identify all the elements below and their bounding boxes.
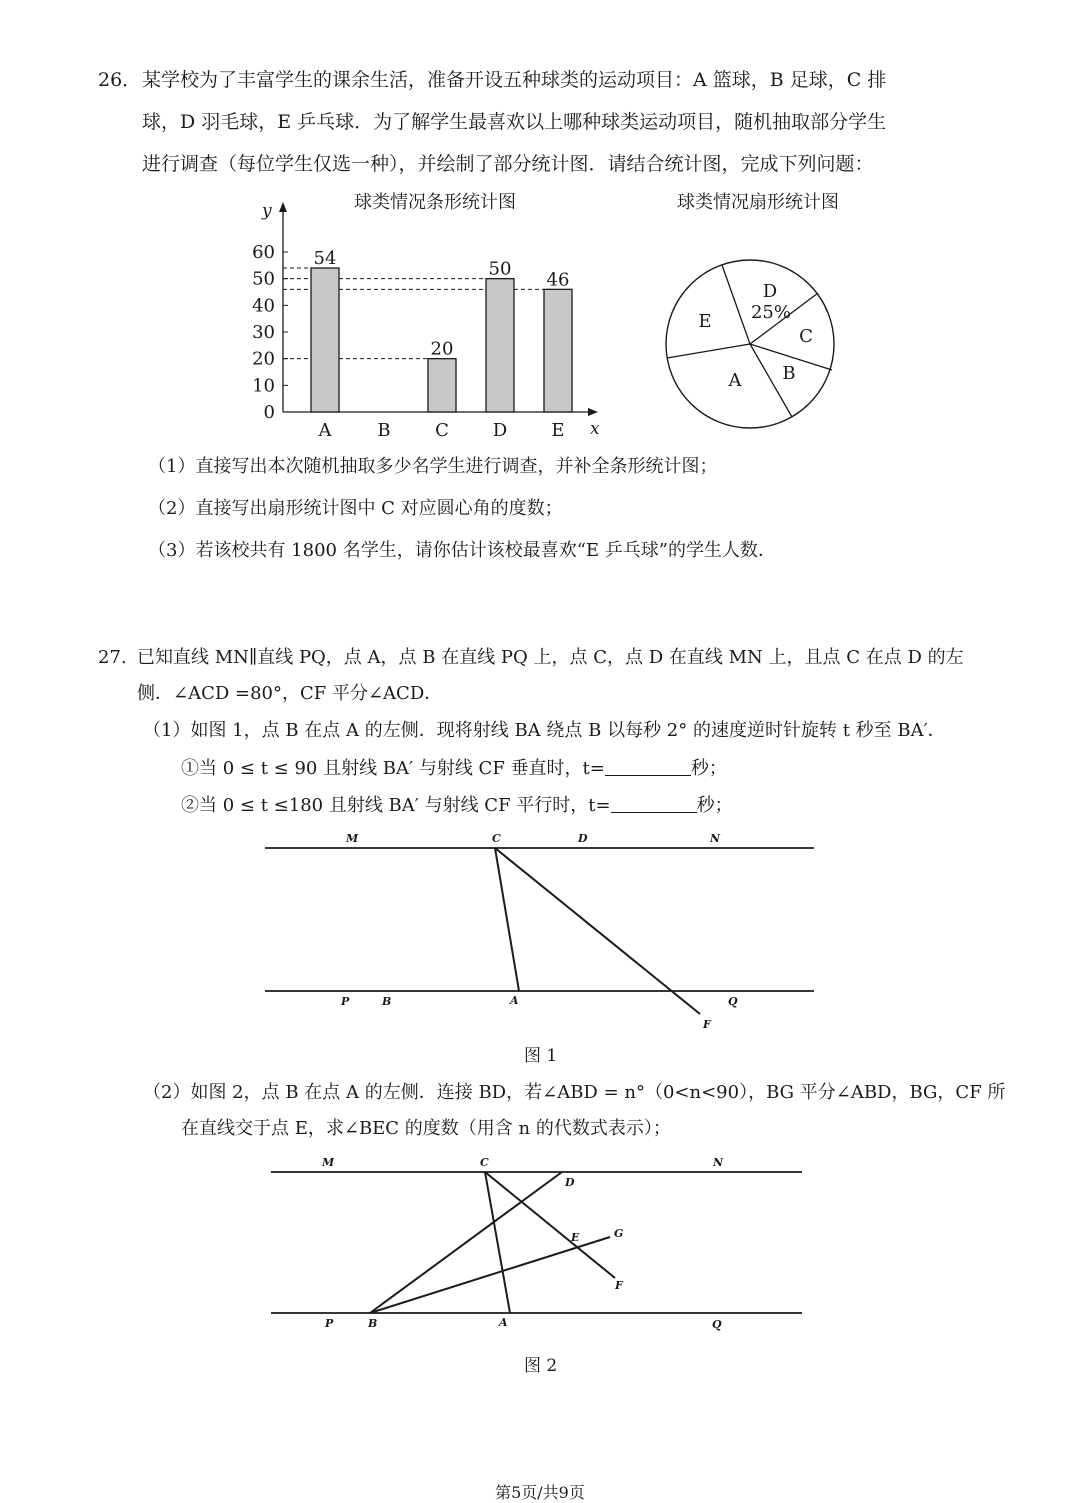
- bar-chart-title: 球类情况条形统计图: [354, 192, 516, 213]
- y-tick-label: 0: [263, 402, 275, 423]
- bar-e: [544, 289, 572, 412]
- y-tick-label: 20: [252, 348, 275, 370]
- data-label: 46: [546, 269, 570, 291]
- y-tick-label: 10: [252, 375, 275, 397]
- y-tick-label: 30: [252, 322, 275, 343]
- q27-text-line2: 侧．∠ACD =80°，CF 平分∠ACD．: [137, 683, 443, 704]
- answer-blank-2[interactable]: [611, 794, 697, 813]
- fig2-label-c: C: [480, 1156, 489, 1169]
- fig1-label-c: C: [492, 832, 501, 845]
- pie-slice-label-e: E: [698, 311, 712, 332]
- segment-ca: [495, 848, 519, 991]
- q26-sub1: （1）直接写出本次随机抽取多少名学生进行调查，并补全条形统计图；: [148, 456, 718, 477]
- x-axis-label: x: [590, 419, 600, 439]
- pie-slice-label-c: C: [799, 326, 813, 347]
- fig2-label-m: M: [322, 1156, 335, 1169]
- fig2-label-n: N: [713, 1156, 724, 1169]
- pie-divider-de: [722, 265, 750, 344]
- figure-2-caption: 图 2: [524, 1356, 558, 1376]
- q27-part1a: [181, 756, 727, 782]
- q27-part2-line2: 在直线交于点 E，求∠BEC 的度数（用含 n 的代数式表示）；: [181, 1118, 671, 1139]
- q27-part1a-text: ①当 0 ≤ t ≤ 90 且射线 BA′ 与射线 CF 垂直时，t=: [181, 758, 605, 779]
- q26-sub2: （2）直接写出扇形统计图中 C 对应圆心角的度数；: [148, 498, 563, 519]
- pie-slice-label-a: A: [728, 370, 742, 391]
- bar-chart: [240, 188, 640, 441]
- page-footer: 第5页/共9页: [495, 1483, 585, 1502]
- q26-text-line2: 球，D 羽毛球，E 乒乓球．为了解学生最喜欢以上哪种球类运动项目，随机抽取部分学生: [142, 111, 887, 133]
- fig1-label-n: N: [710, 832, 721, 845]
- x-tick-label: D: [492, 420, 508, 441]
- ray-cf: [485, 1172, 615, 1278]
- pie-slice-percent-d: 25%: [750, 302, 792, 323]
- bar-c: [428, 359, 456, 412]
- fig1-label-b: B: [382, 995, 392, 1008]
- figure-1-caption: 图 1: [524, 1046, 558, 1066]
- fig2-label-p: P: [325, 1317, 334, 1330]
- x-tick-label: A: [318, 420, 332, 441]
- answer-blank-1[interactable]: [605, 757, 691, 776]
- bar-d: [486, 279, 514, 412]
- q27-text-line1: 已知直线 MN∥直线 PQ，点 A，点 B 在直线 PQ 上，点 C，点 D 在直线 MN 上，且点 C 在点 D 的左: [137, 647, 964, 668]
- pie-slice-label-d: D: [762, 281, 778, 302]
- q27-part1a-unit: 秒；: [690, 758, 727, 779]
- q27-number: 27.: [98, 647, 127, 668]
- fig2-label-e: E: [571, 1231, 580, 1244]
- fig2-label-q: Q: [712, 1318, 722, 1331]
- data-label: 50: [488, 258, 512, 280]
- fig1-label-f: F: [703, 1018, 711, 1031]
- fig2-label-d: D: [565, 1176, 575, 1189]
- pie-chart-title: 球类情况扇形统计图: [677, 192, 839, 213]
- q27-part1: （1）如图 1，点 B 在点 A 的左侧．现将射线 BA 绕点 B 以每秒 2° 的速度逆时针旋转 t 秒至 BA′．: [143, 720, 946, 741]
- data-label: 20: [430, 338, 454, 360]
- fig1-label-d: D: [578, 832, 588, 845]
- fig1-label-m: M: [346, 832, 359, 845]
- fig1-label-p: P: [341, 995, 350, 1008]
- fig1-label-q: Q: [728, 995, 738, 1008]
- figure-2: [262, 1152, 822, 1352]
- fig2-label-b: B: [368, 1317, 378, 1330]
- y-tick-label: 50: [252, 268, 275, 290]
- y-tick-label: 40: [252, 295, 275, 317]
- y-axis-arrow: [279, 202, 287, 212]
- data-label: 54: [313, 248, 337, 269]
- pie-chart: [650, 188, 870, 418]
- q27-part1b-unit: 秒；: [696, 795, 733, 816]
- y-axis-label: y: [262, 201, 272, 221]
- q27-part1b-text: ②当 0 ≤ t ≤180 且射线 BA′ 与射线 CF 平行时，t=: [181, 795, 611, 816]
- fig2-label-f: F: [615, 1279, 623, 1292]
- q27-part2-line1: （2）如图 2，点 B 在点 A 的左侧．连接 BD，若∠ABD = n°（0<n<90），BG 平分∠ABD，BG，CF 所: [143, 1082, 1006, 1103]
- pie-divider-ae: [667, 344, 750, 358]
- figure-1: [262, 828, 822, 1031]
- x-tick-label: C: [435, 420, 449, 441]
- segment-bd: [370, 1172, 562, 1313]
- fig1-label-a: A: [510, 994, 519, 1007]
- ray-cf: [495, 848, 700, 1014]
- bar-a: [311, 268, 339, 412]
- x-tick-label: B: [377, 420, 391, 441]
- q26-text-line3: 进行调查（每位学生仅选一种），并绘制了部分统计图．请结合统计图，完成下列问题：: [142, 153, 874, 175]
- q26-number: 26．: [98, 69, 142, 91]
- pie-slice-label-b: B: [782, 363, 796, 384]
- y-tick-label: 60: [252, 242, 275, 263]
- fig2-label-g: G: [614, 1227, 624, 1240]
- segment-ca: [485, 1172, 510, 1313]
- ray-bg: [370, 1237, 610, 1313]
- q26-text-line1: 某学校为了丰富学生的课余生活，准备开设五种球类的运动项目：A 篮球，B 足球，C 排: [142, 69, 887, 91]
- q27-part1b: [181, 793, 733, 819]
- q26-sub3: （3）若该校共有 1800 名学生，请你估计该校最喜欢“E 乒乓球”的学生人数．: [148, 540, 776, 561]
- x-tick-label: E: [551, 420, 565, 441]
- x-axis-arrow: [588, 408, 598, 416]
- fig2-label-a: A: [499, 1316, 508, 1329]
